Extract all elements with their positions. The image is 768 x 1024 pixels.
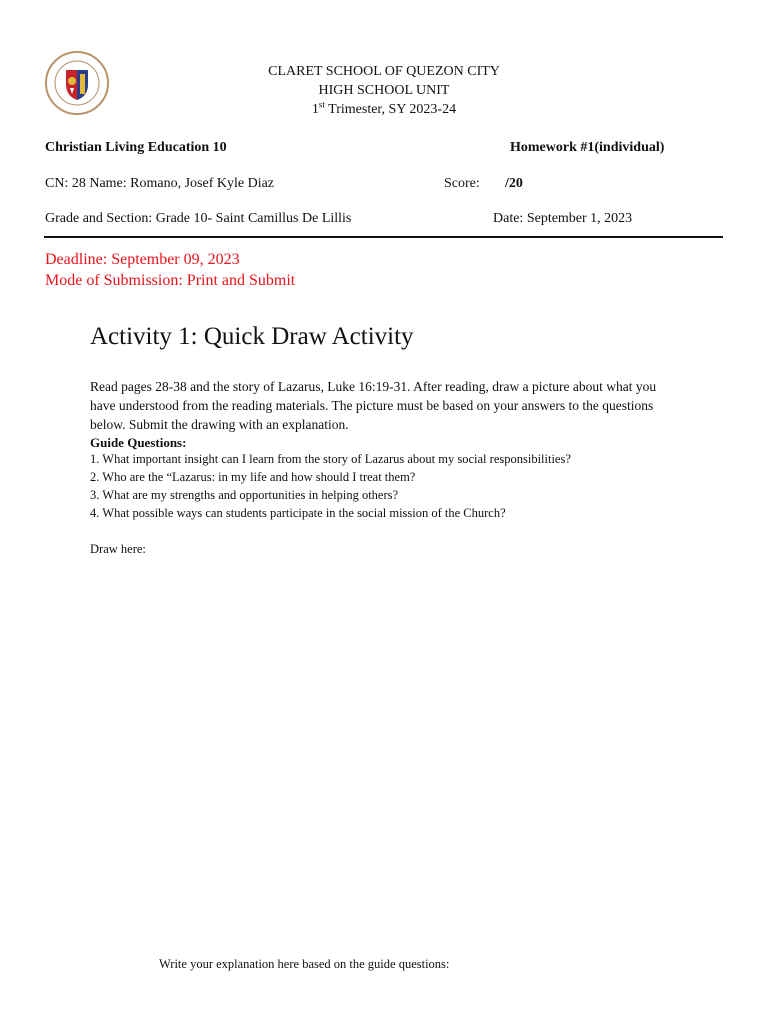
instruction-line-2: have understood from the reading materials. The picture must be based on your answers to the questions <box>90 398 654 413</box>
subject-label: Christian Living Education 10 <box>45 140 227 155</box>
guide-question-4: 4. What possible ways can students participate in the social mission of the Church? <box>90 506 506 520</box>
submission-mode-text: Mode of Submission: Print and Submit <box>45 272 296 289</box>
activity-title: Activity 1: Quick Draw Activity <box>90 323 414 350</box>
score-value: /20 <box>505 176 523 191</box>
guide-questions-label: Guide Questions: <box>90 435 187 450</box>
school-name: CLARET SCHOOL OF QUEZON CITY <box>268 64 500 79</box>
guide-question-2: 2. Who are the “Lazarus: in my life and how should I treat them? <box>90 470 416 484</box>
instruction-line-1: Read pages 28-38 and the story of Lazarus, Luke 16:19-31. After reading, draw a picture about what you <box>90 379 657 394</box>
guide-question-3: 3. What are my strengths and opportunities in helping others? <box>90 488 399 502</box>
grade-section: Grade and Section: Grade 10- Saint Camillus De Lillis <box>45 211 352 226</box>
trimester-line: 1st Trimester, SY 2023-24 <box>311 99 457 117</box>
score-label: Score: <box>444 176 480 191</box>
explanation-label: Write your explanation here based on the guide questions: <box>159 957 450 971</box>
date-label: Date: September 1, 2023 <box>493 211 633 226</box>
guide-question-1: 1. What important insight can I learn from the story of Lazarus about my social responsibilities? <box>90 452 571 466</box>
header-divider <box>44 236 723 238</box>
drawing-area[interactable] <box>90 560 730 940</box>
deadline-text: Deadline: September 09, 2023 <box>45 251 240 268</box>
school-unit: HIGH SCHOOL UNIT <box>318 83 450 98</box>
instruction-line-3: below. Submit the drawing with an explanation. <box>90 417 349 432</box>
draw-here-label: Draw here: <box>90 542 146 556</box>
homework-label: Homework #1(individual) <box>510 140 665 155</box>
student-cn-name: CN: 28 Name: Romano, Josef Kyle Diaz <box>45 176 275 191</box>
